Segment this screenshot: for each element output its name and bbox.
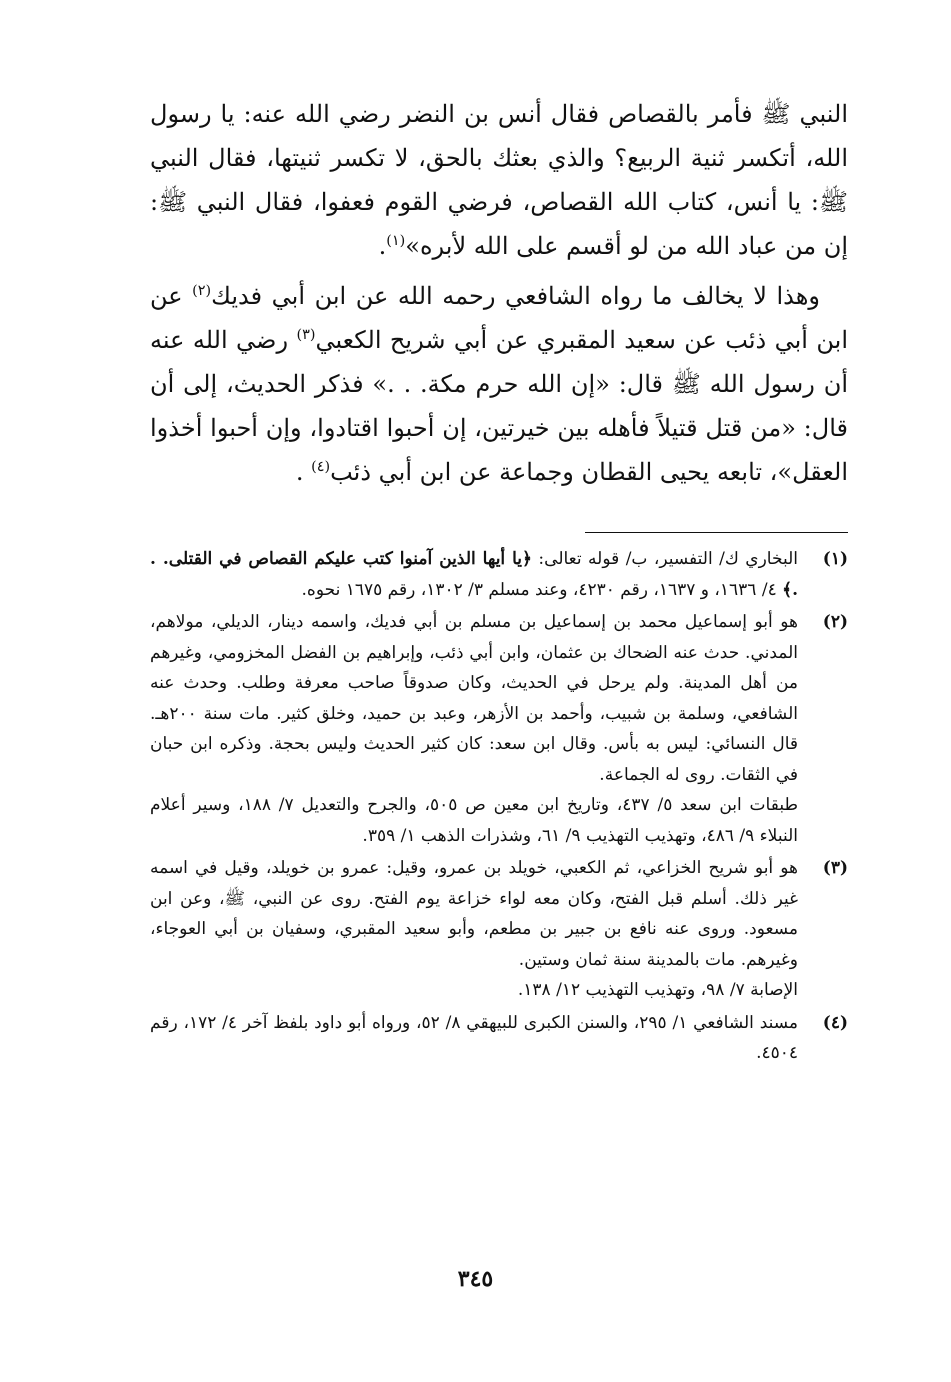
footnote-text <box>150 544 798 605</box>
footnote-text: مسند الشافعي ١/ ٢٩٥، والسنن الكبرى للبيهقي ٨/ ٥٢، ورواه أبو داود بلفظ آخر ٤/ ١٧٢، رقم ٤٥٠٤. <box>150 1012 799 1063</box>
footnote-4 <box>150 1008 848 1069</box>
footnote-sources: طبقات ابن سعد ٥/ ٤٣٧، وتاريخ ابن معين ص ٥٠٥، والجرح والتعديل ٧/ ١٨٨، وسير أعلام النبلاء ٩/ ٤٨٦، وتهذيب التهذيب ٩/ ٦١، وشذرات الذهب ١/ ٣٥٩. <box>150 795 798 846</box>
paragraph-2-part-1: وهذا لا يخالف ما رواه الشافعي رحمه الله عن ابن أبي فديك <box>211 282 820 310</box>
footnote-number: (٤) <box>822 1012 848 1033</box>
footnote-number: (٢) <box>822 612 848 632</box>
footnote-ref-3: (٣) <box>296 327 316 343</box>
footnote-ref-4: (٤) <box>311 459 331 475</box>
paragraph-2-part-2: عن ابن أبي ذئب عن سعيد المقبري عن أبي شريح الكعبي <box>150 282 848 354</box>
footnote-text: هو أبو شريح الخزاعي، ثم الكعبي، خويلد بن عمرو، وقيل: عمرو بن خويلد، وقيل في اسمه غير ذلك. أسلم قبل الفتح، وكان معه لواء خزاعة يوم الفتح. روى عن النبي، ﷺ، وعن ابن مسعود. وروى عنه نافع بن جبير بن مطعم، وأبو سعيد المقبري، وسفيان بن أبي العوجاء، وغيرهم. مات بالمدينة سنة ثمان وستين. <box>150 858 798 970</box>
footnote-number: (١) <box>822 549 848 569</box>
footnote-number: (٣) <box>822 858 848 878</box>
footnotes <box>150 544 848 1071</box>
page-number: ٣٤٥ <box>457 1266 494 1292</box>
paragraph-2-part-3: رضي الله عنه أن رسول الله ﷺ قال: «إن الله حرم مكة. . .» فذكر الحديث، إلى أن قال: «من قتل قتيلاً فأهله بين خيرتين، إن أحبوا اقتادوا، وإن أحبوا أخذوا العقل»، تابعه يحيى القطان وجماعة عن ابن أبي ذئب <box>150 326 848 486</box>
footnote-text: هو أبو إسماعيل محمد بن إسماعيل بن مسلم بن أبي فديك، واسمه دينار، الديلي، مولاهم، المدني. حدث عنه الضحاك بن عثمان، وابن أبي ذئب، وإبراهيم بن الفضل المخزومي، وغيرهم من أهل المدينة. ولم يرحل في الحديث، وكان صدوقاً صاحب معرفة وطلب. وحدث عنه الشافعي، وسلمة بن شبيب، وأحمد بن الأزهر، وعبد بن حميد، وخلق كثير. مات سنة ٢٠٠هـ. قال النسائي: ليس به بأس. وقال ابن سعد: كان كثير الحديث وليس بحجة. وذكره ابن حبان في الثقات. روى له الجماعة. <box>150 612 798 785</box>
main-text <box>150 92 848 500</box>
footnote-3 <box>150 853 848 1006</box>
paragraph-2 <box>150 274 848 494</box>
footnote-sources: الإصابة ٧/ ٩٨، وتهذيب التهذيب ١٢/ ١٣٨. <box>517 980 798 1000</box>
paragraph-1-end: . <box>378 232 387 260</box>
footnote-text-post: ٤/ ١٦٣٦، و ١٦٣٧، رقم ٤٢٣٠، وعند مسلم ٣/ ١٣٠٢، رقم ١٦٧٥ نحوه. <box>301 579 783 600</box>
footnote-ref-1: (١) <box>386 233 406 249</box>
paragraph-2-end: . <box>295 458 312 486</box>
footnote-ref-2: (٢) <box>192 283 212 299</box>
quran-quote: ﴿يا أيها الذين آمنوا كتب عليكم القصاص في القتلى. . .﴾ <box>150 549 798 600</box>
footnote-separator <box>585 532 848 533</box>
footnote-1 <box>150 544 848 605</box>
paragraph-1 <box>150 92 848 268</box>
footnote-2 <box>150 607 848 851</box>
footnote-text-pre: البخاري ك/ التفسير، ب/ قوله تعالى: <box>531 549 798 569</box>
paragraph-1-text: النبي ﷺ فأمر بالقصاص فقال أنس بن النضر رضي الله عنه: يا رسول الله، أتكسر ثنية الربيع؟ والذي بعثك بالحق، لا تكسر ثنيتها، فقال النبي ﷺ: يا أنس، كتاب الله القصاص، فرضي القوم فعفوا، فقال النبي ﷺ: إن من عباد الله من لو أقسم على الله لأبره» <box>150 100 848 260</box>
